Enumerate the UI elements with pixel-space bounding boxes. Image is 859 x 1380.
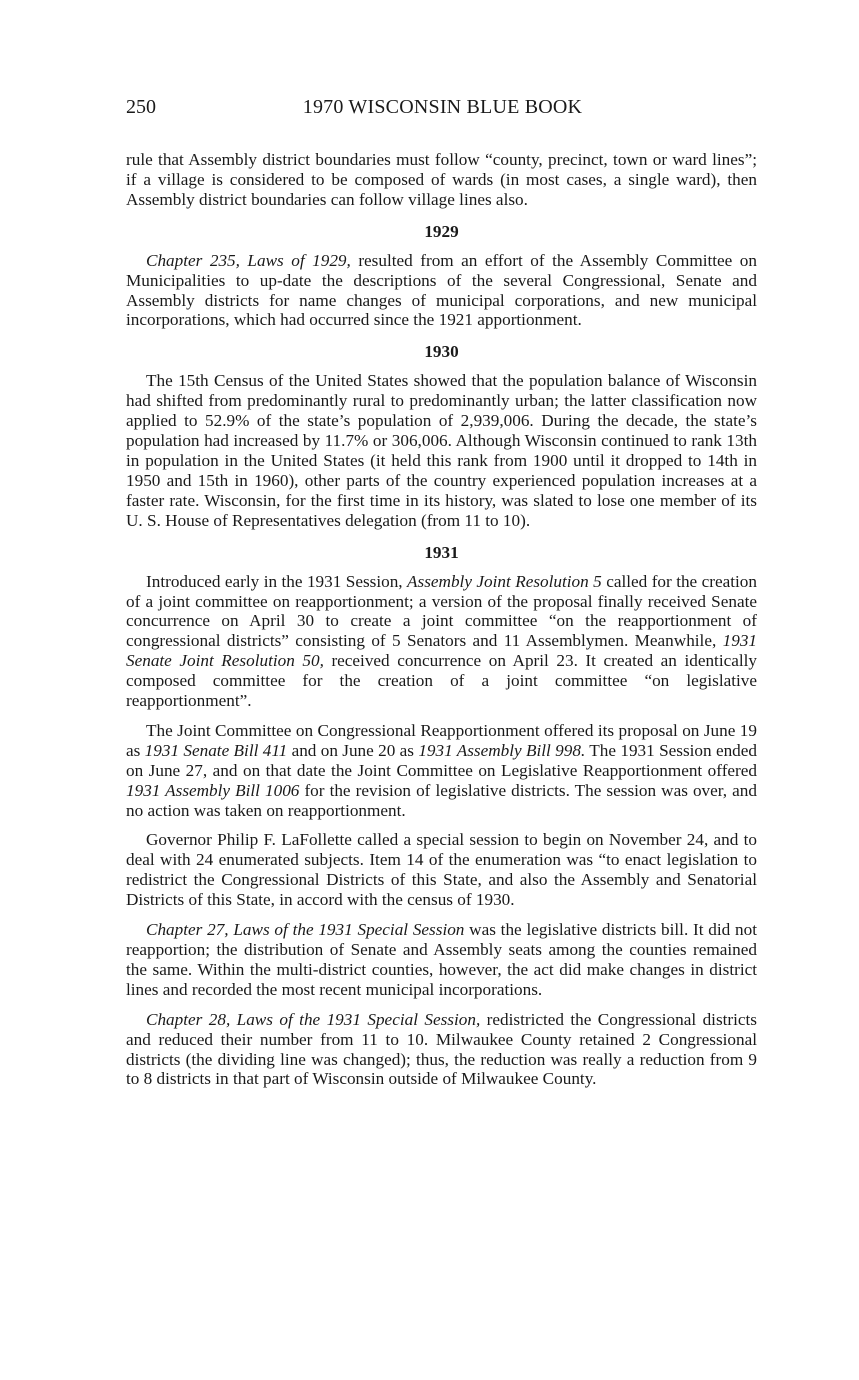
paragraph-1929 (126, 251, 757, 331)
paragraph-1931-chapter-27 (126, 920, 757, 1000)
paragraph-1931-special-session: Governor Philip F. LaFollette called a special session to begin on November 24, and to deal with 24 enumerated subjects. Item 14 of the enumeration was “to enact legislation to redistrict the Congressional Districts of this State, and also the Assembly and Senatorial Districts of this State, in accord with the census of 1930. (126, 830, 757, 910)
citation: Chapter 28, Laws of the 1931 Special Session, (146, 1009, 481, 1029)
section-heading-1931: 1931 (424, 542, 459, 562)
paragraph-text: called for the creation of a joint committee on reapportionment; a version of the proposal finally received Senate concurrence on April 30 to create a joint committee “on the reapportionment of congressional districts” consisting of 5 Senators and 11 Assemblymen. Meanwhile, (126, 571, 757, 651)
paragraph-text: received concurrence on April 23. It created an identically composed committee for the creation of a joint committee “on legislative reapportionment”. (126, 651, 757, 711)
citation: 1931 Senate Bill 411 (144, 740, 288, 760)
paragraph-text: redistricted the Congressional districts and reduced their number from 11 to 10. Milwaukee County retained 2 Congressional districts (the dividing line was changed); thus, the reduction was really a reduction from 9 to 8 districts in that part of Wisconsin outside of Milwaukee County. (126, 1009, 757, 1089)
paragraph-1931-chapter-28 (126, 1010, 757, 1090)
citation: Assembly Joint Resolution 5 (407, 571, 602, 591)
paragraph-text: and on June 20 as (287, 740, 419, 760)
page-body (126, 150, 757, 1099)
citation: Chapter 235, Laws of 1929, (146, 250, 351, 270)
paragraph-text: The 1931 Session ended on June 27, and on that date the Joint Committee on Legislative Reapportionment offered (126, 740, 757, 780)
page-header (126, 94, 759, 120)
paragraph-text: for the revision of legislative districts. The session was over, and no action was taken on reapportionment. (126, 780, 757, 820)
paragraph-1930: The 15th Census of the United States showed that the population balance of Wisconsin had shifted from predominantly rural to predominantly urban; the latter classification now applied to 52.9% of the state’s population of 2,939,006. During the decade, the state’s population had increased by 11.7% or 306,006. Although Wisconsin continued to rank 13th in population in the United States (it held this rank from 1900 until it dropped to 14th in 1950 and 15th in 1960), other parts of the country experienced population increases at a faster rate. Wisconsin, for the first time in its history, was slated to lose one member of its U. S. House of Representatives delegation (from 11 to 10). (126, 371, 757, 530)
citation: Chapter 27, Laws of the 1931 Special Session (146, 920, 465, 940)
section-heading-1930: 1930 (424, 342, 459, 362)
paragraph-text: Introduced early in the 1931 Session, (146, 571, 408, 591)
intro-paragraph: rule that Assembly district boundaries must follow “county, precinct, town or ward lines”; if a village is considered to be composed of wards (in most cases, a single ward), then Assembly district boundaries can follow village lines also. (126, 150, 757, 209)
section-heading-1929: 1929 (424, 221, 459, 241)
running-title: 1970 WISCONSIN BLUE BOOK (302, 96, 583, 118)
page-number: 250 (126, 96, 156, 118)
paragraph-1931-bills (126, 721, 757, 821)
paragraph-text: was the legislative districts bill. It did not reapportion; the distribution of Senate and Assembly seats among the counties remained the same. Within the multi-district counties, however, the act did make changes in district lines and recorded the most recent municipal incorporations. (126, 920, 757, 999)
citation: 1931 Senate Joint Resolution 50, (126, 631, 757, 671)
citation: 1931 Assembly Bill 998. (418, 740, 586, 760)
paragraph-text: The Joint Committee on Congressional Reapportionment offered its proposal on June 19 as (126, 720, 757, 760)
paragraph-1931-joint-resolution (126, 572, 757, 711)
citation: 1931 Assembly Bill 1006 (126, 780, 300, 800)
paragraph-text: resulted from an effort of the Assembly Committee on Municipalities to up-date the descriptions of the several Congressional, Senate and Assembly districts for name changes of municipal corporations, and new municipal incorporations, which had occurred since the 1921 apportionment. (126, 250, 757, 330)
